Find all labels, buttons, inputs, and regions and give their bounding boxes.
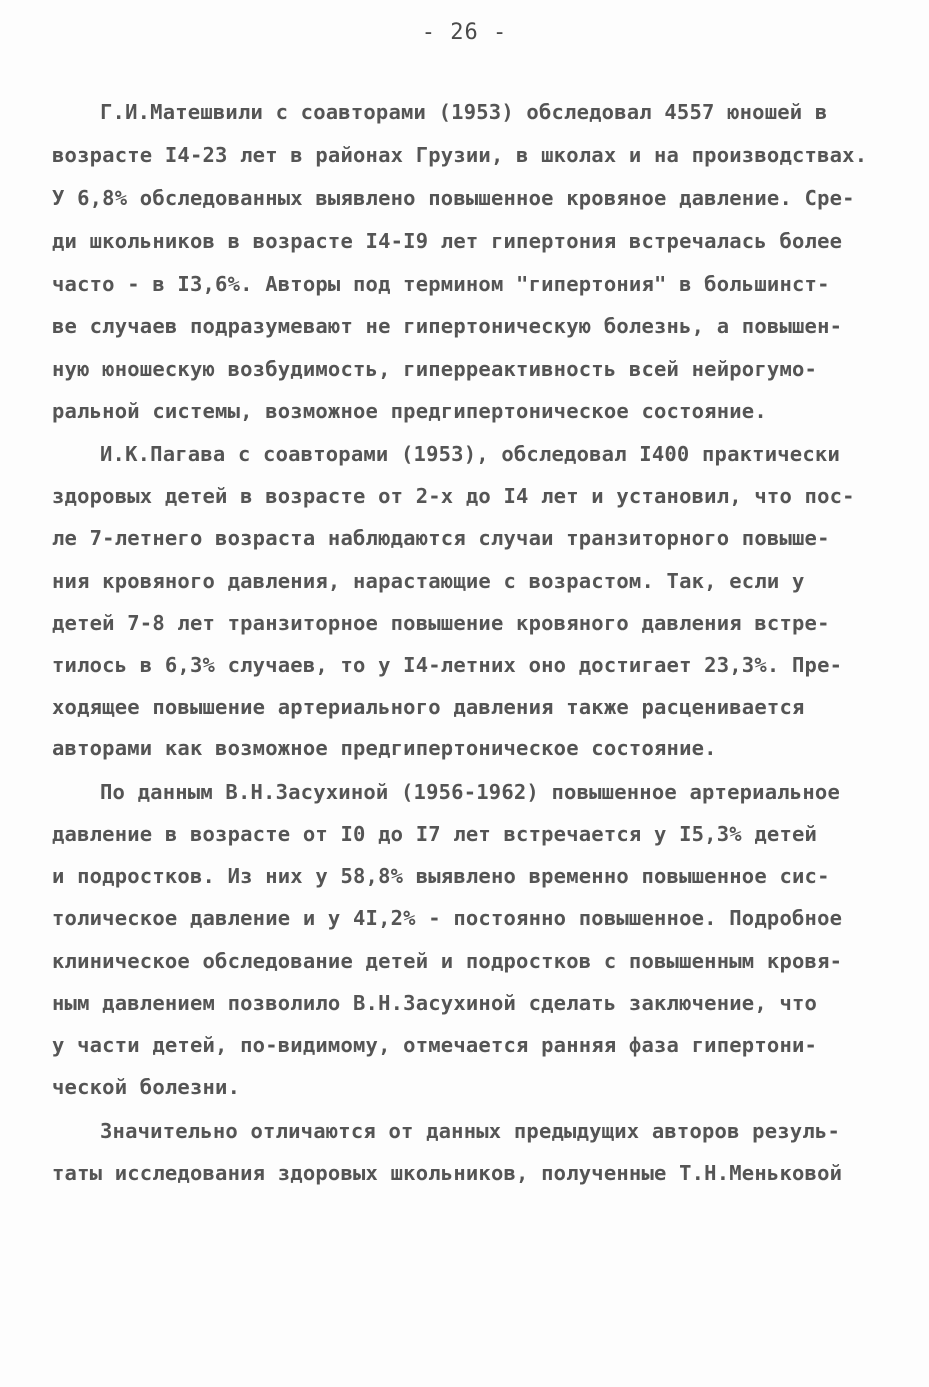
text-line: таты исследования здоровых школьников, полученные Т.Н.Меньковой — [52, 1161, 843, 1185]
text-line: авторами как возможное предгипертоническое состояние. — [52, 736, 717, 760]
text-line: здоровых детей в возрасте от 2-х до I4 лет и установил, что пос- — [52, 484, 855, 508]
text-line: По данным В.Н.Засухиной (1956-1962) повышенное артериальное — [100, 780, 840, 804]
text-line: ле 7-летнего возраста наблюдаются случаи транзиторного повыше- — [52, 526, 830, 550]
text-line: И.К.Пагава с соавторами (1953), обследовал I400 практически — [100, 442, 840, 466]
text-line: часто - в I3,6%. Авторы под термином "гипертония" в большинст- — [52, 272, 830, 296]
text-line: детей 7-8 лет транзиторное повышение кровяного давления встре- — [52, 611, 830, 635]
text-line: ния кровяного давления, нарастающие с возрастом. Так, если у — [52, 569, 805, 593]
text-line: ди школьников в возрасте I4-I9 лет гипертония встречалась более — [52, 229, 843, 253]
text-line: клиническое обследование детей и подростков с повышенным кровя- — [52, 949, 843, 973]
text-line: тилось в 6,3% случаев, то у I4-летних оно достигает 23,3%. Пре- — [52, 653, 843, 677]
text-line: возрасте I4-23 лет в районах Грузии, в школах и на производствах. — [52, 143, 868, 167]
text-line: ным давлением позволило В.Н.Засухиной сделать заключение, что — [52, 991, 818, 1015]
text-line: ную юношескую возбудимость, гиперреактивность всей нейрогумо- — [52, 357, 818, 381]
text-line: толическое давление и у 4I,2% - постоянно повышенное. Подробное — [52, 906, 843, 930]
text-line: ве случаев подразумевают не гипертоническую болезнь, а повышен- — [52, 314, 843, 338]
text-line: ческой болезни. — [52, 1075, 241, 1099]
text-line: у части детей, по-видимому, отмечается ранняя фаза гипертони- — [52, 1033, 818, 1057]
text-line: Значительно отличаются от данных предыдущих авторов резуль- — [100, 1119, 840, 1143]
text-line: давление в возрасте от I0 до I7 лет встречается у I5,3% детей — [52, 822, 818, 846]
text-line: Г.И.Матешвили с соавторами (1953) обследовал 4557 юношей в — [100, 100, 828, 124]
text-line: и подростков. Из них у 58,8% выявлено временно повышенное сис- — [52, 864, 830, 888]
page-number: - 26 - — [421, 20, 508, 45]
text-line: ходящее повышение артериального давления также расценивается — [52, 695, 805, 719]
text-line: У 6,8% обследованных выявлено повышенное кровяное давление. Сре- — [52, 186, 855, 210]
text-line: ральной системы, возможное предгипертоническое состояние. — [52, 399, 767, 423]
